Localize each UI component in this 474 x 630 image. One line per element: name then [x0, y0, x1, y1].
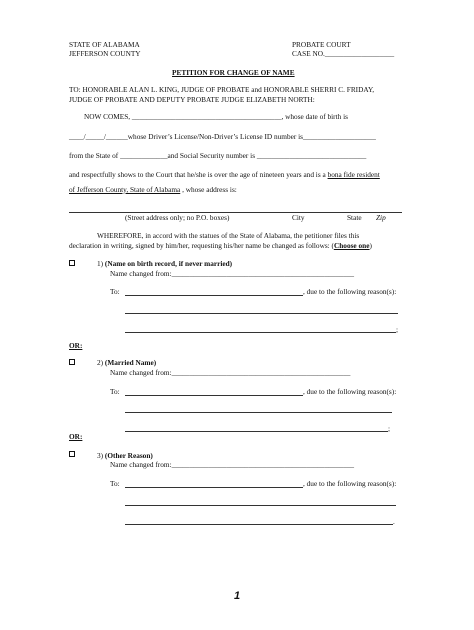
option-3-checkbox[interactable]: [69, 451, 75, 457]
county-label: JEFFERSON COUNTY: [69, 49, 141, 58]
jefferson-county-text: of Jefferson County, State of Alabama: [69, 185, 181, 194]
addressee-line-2: JUDGE OF PROBATE AND DEPUTY PROBATE JUDGE ELIZABETH NORTH:: [69, 95, 315, 104]
city-label: City: [292, 213, 305, 222]
document-title: PETITION FOR CHANGE OF NAME: [172, 68, 295, 77]
option-2-checkbox[interactable]: [69, 359, 75, 365]
wherefore-text: declaration in writing, signed by him/her, requesting his/her name be changed as follows: (: [69, 241, 334, 250]
option-1-reason-line-2[interactable]: [125, 332, 396, 333]
option-3-name-changed-from[interactable]: Name changed from:__________________________________________________: [110, 460, 355, 469]
option-1-reasons-label: , due to the following reason(s):: [303, 287, 397, 296]
page-number: 1: [234, 590, 241, 602]
option-3-reasons-label: , due to the following reason(s):: [303, 479, 397, 488]
option-2-to-field[interactable]: [125, 395, 303, 396]
option-2-label: (Married Name): [104, 358, 157, 367]
option-2-end-mark: ;: [388, 424, 391, 433]
option-3-end-mark: .: [393, 517, 395, 526]
option-1-label: (Name on birth record, if never married): [104, 259, 233, 268]
option-1-end-mark: ;: [396, 325, 399, 334]
address-intro: , whose address is:: [180, 185, 237, 194]
county-residency: [69, 186, 237, 193]
option-2-heading: [97, 359, 156, 366]
option-3-label: (Other Reason): [104, 451, 153, 460]
wherefore-line-1: WHEREFORE, in accord with the statues of the State of Alabama, the petitioner files this: [97, 231, 360, 240]
option-2-number: 2): [97, 358, 104, 367]
court-label: PROBATE COURT: [292, 40, 351, 49]
option-3-reason-line-2[interactable]: [125, 524, 393, 525]
option-1-name-changed-from[interactable]: Name changed from:__________________________________________________: [110, 269, 355, 278]
option-2-reasons-label: , due to the following reason(s):: [303, 387, 397, 396]
zip-label: Zip: [376, 213, 386, 222]
option-2-reason-line-1[interactable]: [125, 412, 392, 413]
now-comes-line[interactable]: NOW COMES, _________________________________________, whose date of birth is: [84, 112, 348, 121]
option-2-reason-line-2[interactable]: [125, 431, 388, 432]
bona-fide-text: bona fide resident: [327, 170, 380, 179]
state-label: STATE OF ALABAMA: [69, 40, 140, 49]
license-line[interactable]: ____/_____/______whose Driver’s License/Non-Driver’s License ID number is____________________: [69, 132, 376, 141]
ssn-line[interactable]: from the State of _____________and Social Security number is ______________________________: [69, 151, 367, 160]
option-1-to-label: To:: [110, 287, 120, 296]
option-1-reason-line-1[interactable]: [125, 313, 398, 314]
option-1-to-field[interactable]: [125, 295, 303, 296]
case-number-field[interactable]: CASE NO.___________________: [292, 49, 395, 58]
wherefore-close: ): [369, 241, 372, 250]
or-label-1: OR:: [69, 341, 83, 350]
option-1-number: 1): [97, 259, 104, 268]
option-1-heading: [97, 260, 232, 267]
or-label-2: OR:: [69, 432, 83, 441]
addressee-line-1: TO: HONORABLE ALAN L. KING, JUDGE OF PROBATE and HONORABLE SHERRI C. FRIDAY,: [69, 85, 375, 94]
option-3-number: 3): [97, 451, 104, 460]
state-field-label: State: [347, 213, 362, 222]
choose-one-text: Choose one: [333, 241, 370, 250]
option-2-to-label: To:: [110, 387, 120, 396]
option-2-name-changed-from[interactable]: Name changed from:_________________________________________________: [110, 368, 351, 377]
option-3-heading: [97, 452, 153, 459]
option-3-to-field[interactable]: [125, 487, 303, 488]
street-address-label: (Street address only; no P.O. boxes): [125, 213, 230, 222]
residency-statement: [69, 171, 380, 178]
residency-text: and respectfully shows to the Court that he/she is over the age of nineteen years and is a: [69, 170, 328, 179]
option-3-reason-line-1[interactable]: [125, 505, 396, 506]
option-1-checkbox[interactable]: [69, 260, 75, 266]
option-3-to-label: To:: [110, 479, 120, 488]
wherefore-line-2: [69, 242, 372, 249]
